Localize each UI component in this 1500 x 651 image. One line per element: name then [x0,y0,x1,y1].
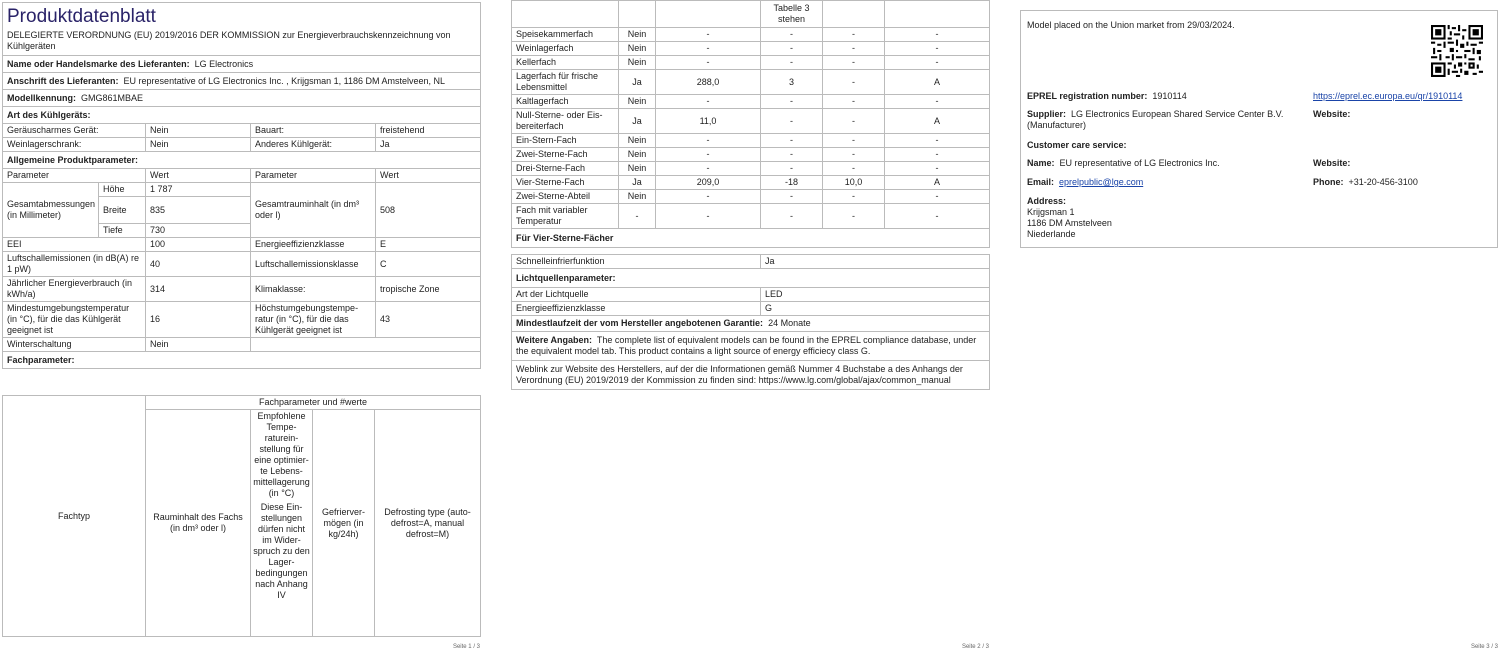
page-3 [1000,0,1500,651]
compartment-temp: - [761,190,823,204]
compartment-name: Ein-Stern-Fach [512,134,619,148]
noise-label: Luftschallemissionen (in dB(A) re 1 pW) [3,252,146,277]
continued-cell-volume [656,1,761,28]
value-header: Wert [146,169,251,183]
page-1 [0,0,500,651]
continued-cell-freeze [823,1,885,28]
care-name-label: Name: [1027,158,1055,168]
compartment-present: Nein [619,42,656,56]
compartment-temp: - [761,134,823,148]
compartment-vol: - [656,95,761,109]
compartment-temp: - [761,162,823,176]
care-address-line-1: Krijgsman 1 [1027,207,1075,217]
max-temp-value: 43 [376,302,481,338]
compartment-row [512,162,990,176]
compartment-temp: 3 [761,70,823,95]
supplier-value: LG Electronics [194,58,254,69]
other-appliance-label: Anderes Kühlgerät: [251,138,376,152]
energy-class-label: Energieeffizienzklasse [251,238,376,252]
compartment-temp: - [761,95,823,109]
compartment-row [512,176,990,190]
warranty-value: 24 Monate [768,318,811,328]
page-number-3: Seite 3 / 3 [1470,644,1498,650]
compartment-row [512,42,990,56]
depth-label: Tiefe [99,224,146,238]
energy-class-value: E [376,238,481,252]
compartment-vol: - [656,28,761,42]
compartment-defrost: A [885,176,990,190]
compartment-freeze: - [823,56,885,70]
low-noise-value: Nein [146,124,251,138]
compartment-row [512,70,990,95]
further-info-value: The complete list of equivalent models can be found in the EPREL compliance database, under the equivalent model tab. This product contains a light source of energy efficiecy class G. [516,335,977,356]
compartment-defrost: A [885,70,990,95]
compartment-present: Nein [619,148,656,162]
page-number-2: Seite 2 / 3 [961,644,989,650]
compartment-present: Nein [619,134,656,148]
compartment-name: Drei-Sterne-Fach [512,162,619,176]
compartment-freeze: - [823,204,885,229]
wine-cabinet-label: Weinlagerschrank: [3,138,146,152]
care-email-label: Email: [1027,177,1055,187]
col-defrost-type: Defrosting type (auto-defrost=A, manual defrost=M) [375,410,481,637]
min-temp-value: 16 [146,302,251,338]
supplier-label: Name oder Handelsmarke des Lieferanten: [7,58,190,69]
light-type-label: Art der Lichtquelle [512,288,761,302]
compartment-defrost: - [885,28,990,42]
eprel-link[interactable]: https://eprel.ec.europa.eu/qr/1910114 [1313,91,1463,101]
compartment-row [512,204,990,229]
compartment-table [511,0,990,248]
design-value: freistehend [376,124,481,138]
compartment-group-header: Fachparameter und #werte [146,396,481,410]
compartment-vol: - [656,190,761,204]
compartment-defrost: - [885,162,990,176]
care-name-value: EU representative of LG Electronics Inc. [1059,158,1220,168]
eei-value: 100 [146,238,251,252]
compartment-freeze: 10,0 [823,176,885,190]
compartment-defrost: - [885,42,990,56]
compartment-present: Nein [619,95,656,109]
datasheet-table-page-1 [2,2,481,369]
compartment-header-table [2,395,481,637]
col-freezing-capacity: Gefriervermögen (in kg/24h) [313,410,375,637]
address-label: Anschrift des Lieferanten: [7,75,119,86]
width-label: Breite [99,197,146,224]
compartment-row [512,134,990,148]
compartment-defrost: - [885,148,990,162]
compartment-defrost: - [885,134,990,148]
compartment-name: Fach mit variabler Temperatur [512,204,619,229]
noise-class-label: Luftschallemissionsklasse [251,252,376,277]
page-number-1: Seite 1 / 3 [452,644,480,650]
compartment-vol: - [656,134,761,148]
continued-cell-defrost [885,1,990,28]
compartment-defrost: - [885,56,990,70]
light-class-value: G [761,302,990,316]
compartment-name: Zwei-Sterne-Abteil [512,190,619,204]
width-value: 835 [146,197,251,224]
compartment-temp: - [761,148,823,162]
compartment-freeze: - [823,95,885,109]
compartment-present: Ja [619,109,656,134]
compartment-temp: - [761,109,823,134]
care-address-label: Address: [1027,196,1067,206]
col-fachtyp: Fachtyp [3,396,146,637]
value-header-2: Wert [376,169,481,183]
regulation-subtitle: DELEGIERTE VERORDNUNG (EU) 2019/2016 DER KOMMISSION zur Energieverbrauchskennzeichnung von Kühlgeräten [7,30,451,51]
annual-consumption-value: 314 [146,277,251,302]
compartment-temp: - [761,42,823,56]
light-heading: Lichtquellenparameter: [512,269,990,288]
supplier-label-en: Supplier: [1027,109,1067,119]
climate-class-label: Klimaklasse: [251,277,376,302]
page-title: Produktdatenblatt [7,6,156,27]
compartment-vol: - [656,162,761,176]
compartment-vol: - [656,42,761,56]
compartment-name: Lagerfach für frische Lebensmittel [512,70,619,95]
warranty-label: Mindestlaufzeit der vom Hersteller angebotenen Garantie: [516,318,764,328]
compartment-temp: - [761,56,823,70]
total-volume-value: 508 [376,183,481,238]
compartment-row [512,95,990,109]
compartment-vol: 288,0 [656,70,761,95]
page-2 [500,0,1000,651]
col-recommended-temp: Empfohlene Temperatureinstellung für eine optimierte Lebensmittellagerung (in °C) [253,411,310,498]
eprel-info-box [1020,10,1498,248]
dimensions-label: Gesamtabmessungen (in Millimeter) [3,183,99,238]
care-website-label: Website: [1313,158,1351,168]
compartment-freeze: - [823,70,885,95]
compartment-present: Nein [619,56,656,70]
compartment-defrost: - [885,204,990,229]
annual-consumption-label: Jährlicher Energieverbrauch (in kWh/a) [3,277,146,302]
param-header-2: Parameter [251,169,376,183]
compartment-present: Ja [619,70,656,95]
param-header: Parameter [3,169,146,183]
care-address-line-2: 1186 DM Amstelveen [1027,218,1112,228]
winter-switch-label: Winterschaltung [3,338,146,352]
compartment-freeze: - [823,42,885,56]
col-temp-note: Diese Einstellungen dürfen nicht im Widerspruch zu den Lagerbedingungen nach Anhang IV [253,502,310,600]
website-label: Website: [1313,109,1351,119]
climate-class-value: tropische Zone [376,277,481,302]
compartment-name: Zwei-Sterne-Fach [512,148,619,162]
care-phone-value: +31-20-456-3100 [1348,177,1418,187]
compartment-present: Nein [619,162,656,176]
compartment-freeze: - [823,134,885,148]
wine-cabinet-value: Nein [146,138,251,152]
max-temp-label: Höchstumgebungstemperatur (in °C), für die das Kühlgerät geeignet ist [251,302,376,338]
col-compartment-volume: Rauminhalt des Fachs (in dm³ oder l) [146,410,251,637]
light-type-value: LED [761,288,990,302]
eprel-number: 1910114 [1152,91,1187,101]
compartment-name: Kellerfach [512,56,619,70]
manufacturer-weblink: Weblink zur Website des Herstellers, auf der die Informationen gemäß Nummer 4 Buchstabe a des Anhangs der Verordnung (EU) 2019/2019 der Kommission zu finden sind: https://www.lg.com/global/ajax/common_manual [512,361,990,390]
height-label: Höhe [99,183,146,197]
general-params-heading: Allgemeine Produktparameter: [3,152,481,169]
care-email-link[interactable]: eprelpublic@lge.com [1059,177,1144,187]
compartment-defrost: A [885,109,990,134]
height-value: 1 787 [146,183,251,197]
compartment-name: Kaltlagerfach [512,95,619,109]
compartment-freeze: - [823,190,885,204]
address-value: EU representative of LG Electronics Inc. , Krijgsman 1, 1186 DM Amstelveen, NL [123,75,446,86]
quickfreeze-label: Schnelleinfrierfunktion [512,255,761,269]
compartment-defrost: - [885,95,990,109]
compartment-defrost: - [885,190,990,204]
continued-cell-present [619,1,656,28]
winter-switch-value: Nein [146,338,251,352]
compartment-temp: -18 [761,176,823,190]
compartment-row [512,28,990,42]
further-info-label: Weitere Angaben: [516,335,593,345]
quickfreeze-value: Ja [761,255,990,269]
light-class-label: Energieeffizienzklasse [512,302,761,316]
care-address-line-3: Niederlande [1027,229,1076,239]
continued-cell-name [512,1,619,28]
compartment-name: Null-Sterne- oder Eisbereiterfach [512,109,619,134]
compartment-name: Vier-Sterne-Fach [512,176,619,190]
compartment-heading: Fachparameter: [3,352,481,369]
depth-value: 730 [146,224,251,238]
compartment-name: Speisekammerfach [512,28,619,42]
model-label: Modellkennung: [7,92,76,103]
four-star-heading: Für Vier-Sterne-Fächer [512,229,990,248]
compartment-freeze: - [823,28,885,42]
other-appliance-value: Ja [376,138,481,152]
compartment-present: - [619,204,656,229]
type-heading: Art des Kühlgeräts: [3,107,481,124]
compartment-row [512,148,990,162]
total-volume-label: Gesamtrauminhalt (in dm³ oder l) [251,183,376,238]
noise-value: 40 [146,252,251,277]
compartment-vol: 209,0 [656,176,761,190]
compartment-row [512,56,990,70]
compartment-present: Ja [619,176,656,190]
eei-label: EEI [3,238,146,252]
compartment-row [512,109,990,134]
market-date-text: Model placed on the Union market from 29/03/2024. [1027,20,1235,30]
extra-params-table [511,254,990,390]
continued-temp-note: Tabelle 3 stehen [761,1,823,28]
compartment-vol: - [656,204,761,229]
compartment-freeze: - [823,162,885,176]
compartment-freeze: - [823,109,885,134]
design-label: Bauart: [251,124,376,138]
compartment-temp: - [761,204,823,229]
min-temp-label: Mindestumgebungstemperatur (in °C), für die das Kühlgerät geeignet ist [3,302,146,338]
compartment-temp: - [761,28,823,42]
compartment-vol: - [656,148,761,162]
low-noise-label: Geräuscharmes Gerät: [3,124,146,138]
model-value: GMG861MBAE [81,92,144,103]
compartment-vol: 11,0 [656,109,761,134]
customer-care-heading: Customer care service: [1027,140,1127,150]
compartment-name: Weinlagerfach [512,42,619,56]
compartment-vol: - [656,56,761,70]
compartment-freeze: - [823,148,885,162]
supplier-value-en: LG Electronics European Shared Service Center B.V. (Manufacturer) [1027,109,1284,130]
eprel-label: EPREL registration number: [1027,91,1148,101]
qr-code-icon [1431,25,1483,77]
compartment-present: Nein [619,28,656,42]
compartment-present: Nein [619,190,656,204]
care-phone-label: Phone: [1313,177,1344,187]
noise-class-value: C [376,252,481,277]
compartment-row [512,190,990,204]
